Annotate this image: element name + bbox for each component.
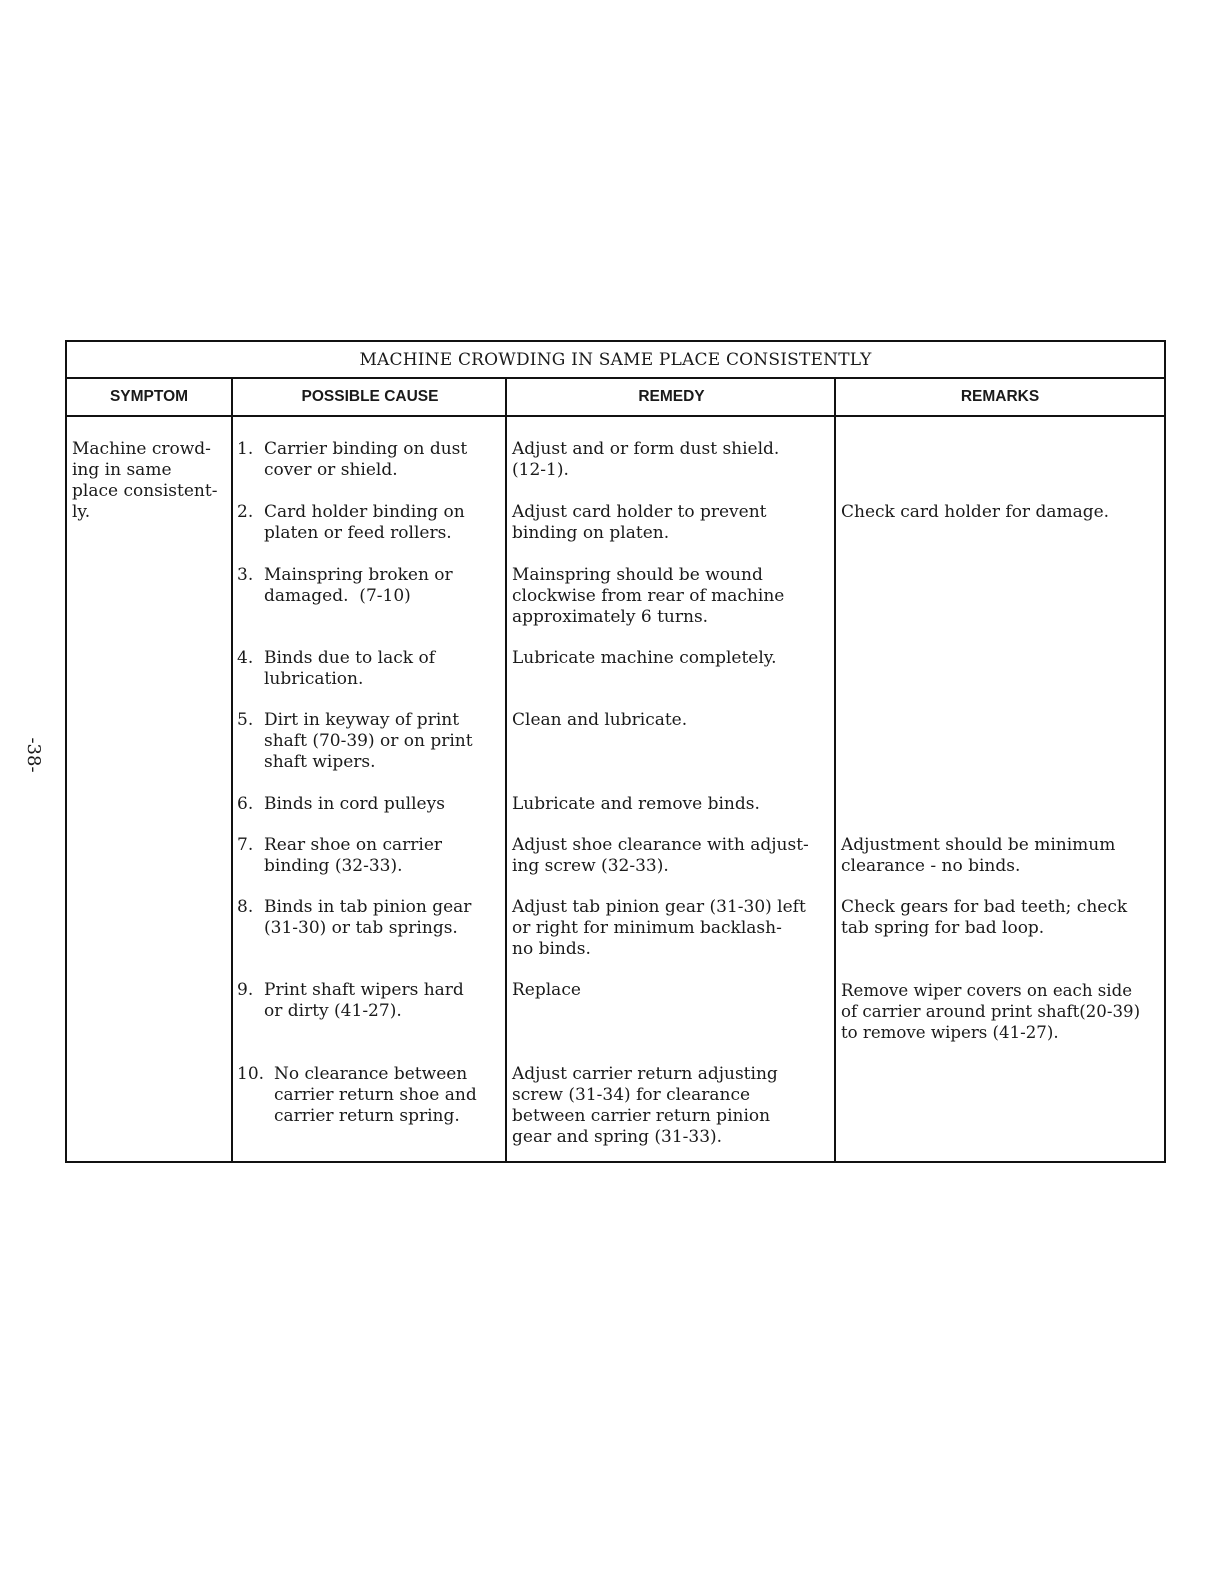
remedy-text: Replace [512, 980, 581, 1000]
remedy-text: Clean and lubricate. [512, 710, 688, 730]
symptom-text: Machine crowd- ing in same place consistent- ly. [72, 439, 218, 522]
cause-number: 4. [237, 648, 254, 668]
remedy-text: Mainspring should be wound clockwise from rear of machine approximately 6 turns. [512, 565, 785, 627]
remarks-text: Adjustment should be minimum clearance - no binds. [841, 835, 1116, 876]
cause-number: 7. [237, 835, 254, 855]
cause-item [237, 439, 499, 502]
troubleshooting-table [65, 340, 1166, 1163]
cause-item [237, 980, 499, 1043]
column-divider [231, 379, 233, 1161]
cause-number: 6. [237, 794, 254, 814]
cause-text: No clearance between carrier return shoe and carrier return spring. [274, 1064, 477, 1126]
cause-text: Dirt in keyway of print shaft (70-39) or on print shaft wipers. [264, 710, 473, 772]
remedy-text: Adjust carrier return adjusting screw (31-34) for clearance between carrier return pinion gear and spring (31-33). [512, 1064, 778, 1147]
page-number: -38- [23, 737, 45, 773]
cause-text: Binds in cord pulleys [264, 794, 445, 814]
remarks-text: Remove wiper covers on each side of carrier around print shaft(20-39) to remove wipers (41-27). [841, 981, 1141, 1042]
header-possible-cause: POSSIBLE CAUSE [301, 388, 439, 405]
cause-item [237, 1064, 499, 1148]
header-symptom: SYMPTOM [109, 388, 189, 405]
header-remarks: REMARKS [960, 388, 1040, 405]
remedy-text: Lubricate machine completely. [512, 648, 777, 668]
cause-item [237, 897, 499, 960]
cause-text: Mainspring broken or damaged. (7-10) [264, 565, 453, 606]
cause-item [237, 502, 499, 565]
cause-item [237, 835, 499, 898]
column-divider [505, 379, 507, 1161]
remedy-text: Adjust tab pinion gear (31-30) left or right for minimum backlash- no binds. [512, 897, 806, 959]
cause-text: Rear shoe on carrier binding (32-33). [264, 835, 443, 876]
cause-number: 9. [237, 980, 254, 1000]
cause-number: 10. [237, 1064, 265, 1084]
remedy-text: Adjust card holder to prevent binding on platen. [512, 502, 767, 543]
cause-number: 2. [237, 502, 254, 522]
cause-text: Binds due to lack of lubrication. [264, 648, 435, 689]
remarks-text: Check card holder for damage. [841, 502, 1110, 522]
table-title: MACHINE CROWDING IN SAME PLACE CONSISTENTLY [67, 342, 1164, 379]
cause-number: 1. [237, 439, 254, 459]
cause-text: Card holder binding on platen or feed rollers. [264, 502, 465, 543]
cause-item [237, 565, 499, 649]
cause-item [237, 794, 499, 836]
cause-number: 5. [237, 710, 254, 730]
remedy-text: Adjust shoe clearance with adjust- ing screw (32-33). [512, 835, 809, 876]
header-remedy: REMEDY [638, 388, 705, 405]
cause-text: Binds in tab pinion gear (31-30) or tab springs. [264, 897, 472, 938]
cause-item [237, 710, 499, 794]
column-divider [834, 379, 836, 1161]
cause-item [237, 648, 499, 711]
cause-text: Carrier binding on dust cover or shield. [264, 439, 468, 480]
cause-number: 3. [237, 565, 254, 585]
remedy-text: Lubricate and remove binds. [512, 794, 760, 814]
remedy-text: Adjust and or form dust shield. (12-1). [512, 439, 780, 480]
remarks-text: Check gears for bad teeth; check tab spring for bad loop. [841, 897, 1128, 938]
cause-text: Print shaft wipers hard or dirty (41-27). [264, 980, 464, 1021]
cause-number: 8. [237, 897, 254, 917]
